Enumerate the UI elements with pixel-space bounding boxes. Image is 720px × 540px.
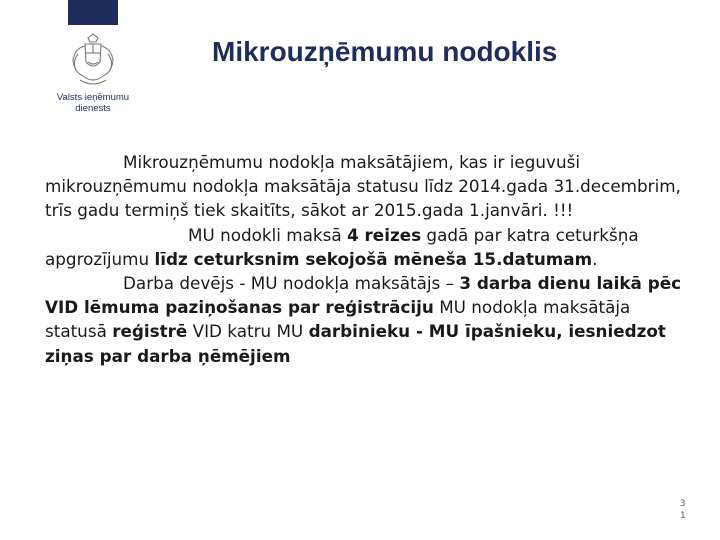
paragraph-3-bold: reģistrē: [112, 321, 188, 342]
paragraph-2-text: MU nodokli maksā: [188, 224, 348, 245]
paragraph-2: [45, 223, 685, 271]
paragraph-3-text: Darba devējs - MU nodokļa maksātājs –: [123, 273, 460, 294]
paragraph-2-bold: 4 reizes: [347, 224, 422, 245]
page-number-digit: 1: [680, 511, 686, 521]
paragraph-2-text: gadā par katra ceturkšņa apgrozījumu: [45, 224, 639, 269]
paragraph-1: [45, 150, 685, 223]
vid-logo: [50, 32, 136, 118]
paragraph-3-text: MU nodokļa maksātāja statusā: [45, 297, 631, 342]
paragraph-3: [45, 271, 685, 368]
paragraph-1-text: Mikrouzņēmumu nodokļa maksātājiem, kas ir ieguvuši mikrouzņēmumu nodokļa maksātāja statusu līdz 2014.gada 31.decembrim, trīs gadu termiņš tiek skaitīts, sākot ar 2015.gada 1.janvāri. !!!: [45, 152, 681, 221]
slide-body: [45, 150, 685, 368]
paragraph-2-text: .: [592, 248, 598, 269]
paragraph-2-bold: līdz ceturksnim sekojošā mēneša 15.datumam: [154, 248, 593, 269]
page-number-digit: 3: [680, 499, 686, 509]
page-title: Mikrouzņēmumu nodoklis: [212, 36, 558, 67]
paragraph-3-bold: darbinieku - MU īpašnieku, iesniedzot ziņas par darba ņēmējiem: [45, 321, 666, 366]
paragraph-3-bold: 3 darba dienu laikā pēc VID lēmuma paziņošanas par reģistrāciju: [45, 273, 682, 318]
header-accent-bar: [68, 0, 118, 25]
logo-text-line-1: Valsts ieņēmumu: [56, 92, 130, 103]
coat-of-arms-icon: [66, 32, 120, 90]
page-number: [680, 498, 685, 522]
paragraph-3-text: VID katru MU: [187, 321, 309, 342]
logo-text-line-2: dienests: [75, 103, 111, 114]
